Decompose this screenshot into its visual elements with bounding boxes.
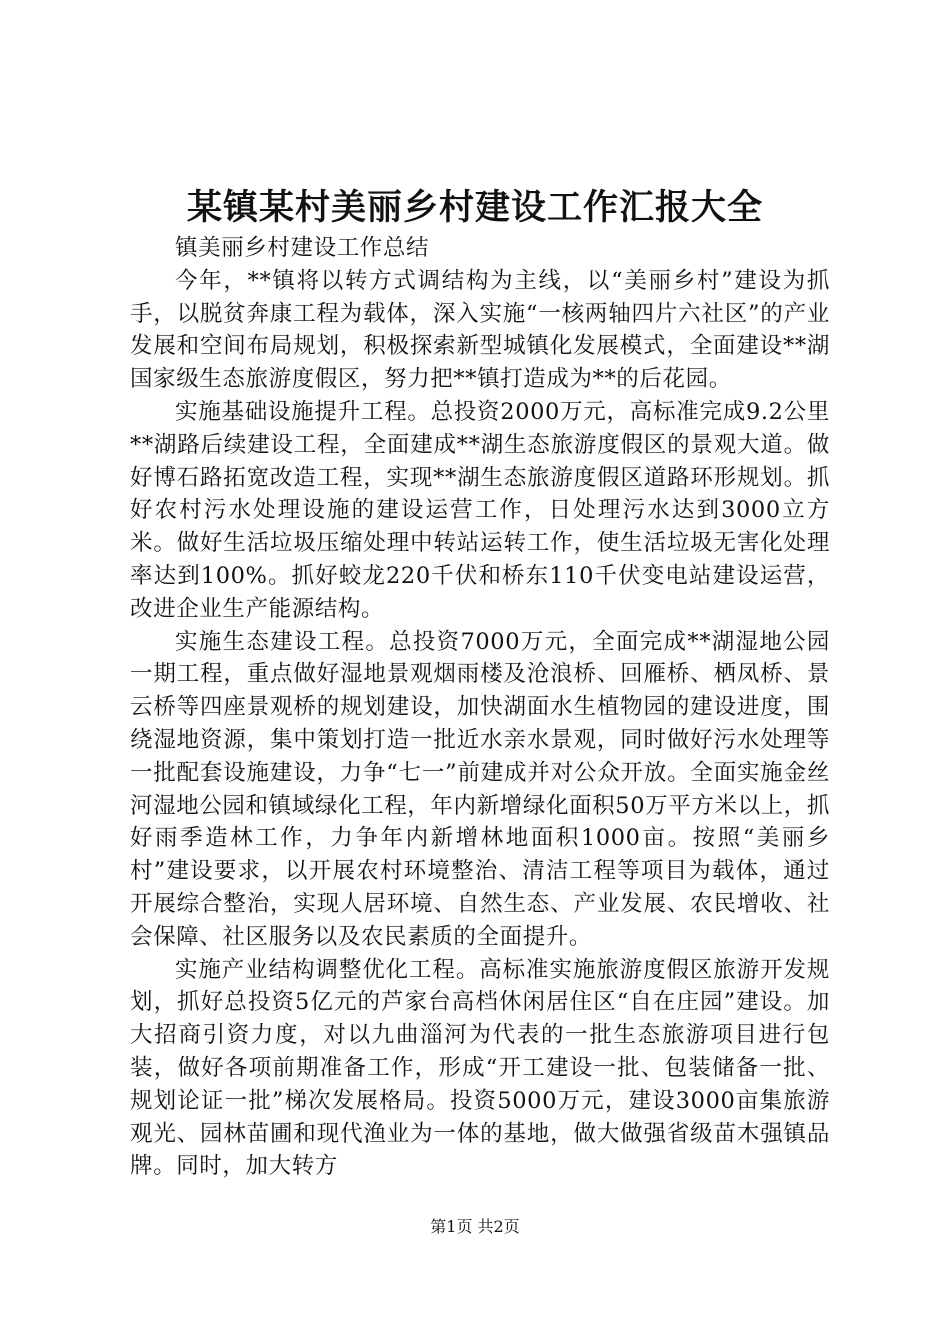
paragraph-intro: 今年，**镇将以转方式调结构为主线，以“美丽乡村”建设为抓手，以脱贫奔康工程为载体，深入实施“一核两轴四片六社区”的产业发展和空间布局规划，积极探索新型城镇化发展模式，全面建设**湖国家级生态旅游度假区，努力把**镇打造成为**的后花园。: [130, 267, 830, 393]
document-body: [130, 232, 830, 1183]
paragraph-ecology: 实施生态建设工程。总投资7000万元，全面完成**湖湿地公园一期工程，重点做好湿地景观烟雨楼及沧浪桥、回雁桥、栖凤桥、景云桥等四座景观桥的规划建设，加快湖面水生植物园的建设进度，围绕湿地资源，集中策划打造一批近水亲水景观，同时做好污水处理等一批配套设施建设，力争“七一”前建成并对公众开放。全面实施金丝河湿地公园和镇域绿化工程，年内新增绿化面积50万平方米以上，抓好雨季造林工作，力争年内新增林地面积1000亩。按照“美丽乡村”建设要求，以开展农村环境整治、清洁工程等项目为载体，通过开展综合整治，实现人居环境、自然生态、产业发展、农民增收、社会保障、社区服务以及农民素质的全面提升。: [130, 628, 830, 950]
document-title: 某镇某村美丽乡村建设工作汇报大全: [186, 187, 763, 228]
document-subtitle: 镇美丽乡村建设工作总结: [175, 235, 430, 261]
page-footer: 第1页 共2页: [430, 1217, 520, 1236]
paragraph-infrastructure: 实施基础设施提升工程。总投资2000万元，高标准完成9.2公里**湖路后续建设工程，全面建成**湖生态旅游度假区的景观大道。做好博石路拓宽改造工程，实现**湖生态旅游度假区道路环形规划。抓好农村污水处理设施的建设运营工作，日处理污水达到3000立方米。做好生活垃圾压缩处理中转站运转工作，使生活垃圾无害化处理率达到100%。抓好蛟龙220千伏和桥东110千伏变电站建设运营，改进企业生产能源结构。: [130, 398, 830, 622]
paragraph-industry: 实施产业结构调整优化工程。高标准实施旅游度假区旅游开发规划，抓好总投资5亿元的芦家台高档休闲居住区“自在庄园”建设。加大招商引资力度，对以九曲淄河为代表的一批生态旅游项目进行包装，做好各项前期准备工作，形成“开工建设一批、包装储备一批、规划论证一批”梯次发展格局。投资5000万元，建设3000亩集旅游观光、园林苗圃和现代渔业为一体的基地，做大做强省级苗木强镇品牌。同时，加大转方: [130, 956, 830, 1180]
